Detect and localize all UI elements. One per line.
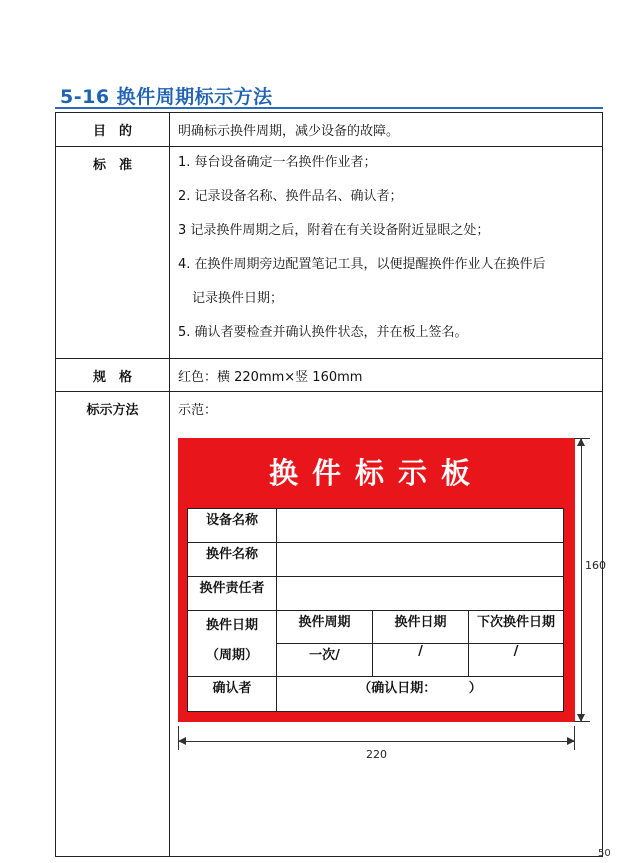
standard-item-3: 3 记录换件周期之后，附着在有关设备附近显眼之处； (178, 223, 490, 238)
change-date-cell (188, 611, 277, 677)
part-name-value (277, 543, 564, 577)
height-dimension-label: 160 (585, 559, 606, 572)
row-purpose (56, 113, 603, 147)
standard-item-2: 2. 记录设备名称、换件品名、确认者； (178, 189, 403, 204)
part-name-label: 换件名称 (188, 543, 277, 577)
standard-item-5: 5. 确认者要检查并确认换件状态，并在板上签名。 (178, 325, 468, 340)
spec-label: 规 格 (56, 359, 170, 392)
responsible-value (277, 577, 564, 611)
cycle-value: 一次/ (277, 644, 373, 677)
board-row-part (188, 543, 564, 577)
standard-list (170, 147, 603, 359)
sign-board (178, 438, 575, 722)
row-method (56, 392, 603, 857)
purpose-text: 明确标示换件周期，减少设备的故障。 (170, 113, 603, 147)
sign-board-title: 换件标示板 (268, 456, 484, 490)
col-next-date-header: 下次换件日期 (469, 611, 564, 644)
equipment-name-value (277, 509, 564, 543)
sign-board-form (187, 508, 564, 712)
cycle-label: （周期） (205, 648, 258, 663)
col-date-header: 换件日期 (373, 611, 469, 644)
width-dimension-label: 220 (366, 748, 387, 761)
equipment-name-label: 设备名称 (188, 509, 277, 543)
date-value: / (373, 644, 469, 677)
title-underline (55, 107, 603, 109)
page-number: 50 (598, 848, 611, 859)
standard-item-1: 1. 每台设备确定一名换件作业者； (178, 155, 377, 170)
next-date-value: / (469, 644, 564, 677)
method-text: 示范： (178, 403, 218, 418)
col-cycle-header: 换件周期 (277, 611, 373, 644)
standard-item-4: 4. 在换件周期旁边配置笔记工具，以便提醒换件作业人在换件后 (178, 257, 546, 272)
purpose-label: 目 的 (56, 113, 170, 147)
section-title: 5-16 换件周期标示方法 (60, 86, 273, 108)
board-row-responsible (188, 577, 564, 611)
standard-item-4-cont: 记录换件日期； (192, 291, 284, 306)
confirm-date-text: （确认日期： ） (277, 677, 564, 712)
row-standard (56, 147, 603, 359)
method-label: 标示方法 (56, 392, 170, 857)
sign-board-figure (178, 426, 608, 856)
responsible-label: 换件责任者 (188, 577, 277, 611)
spec-text: 红色：横 220mm×竖 160mm (170, 359, 603, 392)
board-row-equipment (188, 509, 564, 543)
height-dimension-arrow (581, 438, 582, 722)
width-dimension-arrow (178, 741, 575, 742)
standard-label: 标 准 (56, 147, 170, 359)
board-row-confirmer (188, 677, 564, 712)
row-spec (56, 359, 603, 392)
confirmer-label: 确认者 (188, 677, 277, 712)
change-date-label: 换件日期 (205, 618, 258, 633)
sign-board-table (187, 508, 564, 712)
board-row-cycle-header (188, 611, 564, 644)
